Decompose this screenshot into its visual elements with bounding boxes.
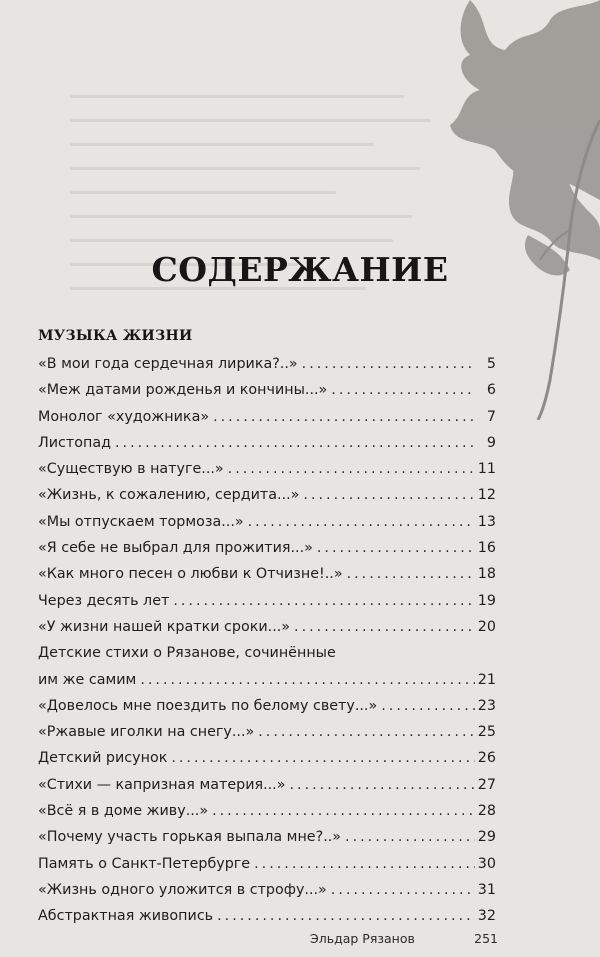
toc-page-number: 18 [477,566,496,583]
toc-page-number: 23 [477,697,496,714]
dot-leader [347,561,475,587]
toc-entry [38,404,496,430]
toc-entry [38,377,496,403]
toc-entry-title: Абстрактная живопись [38,908,214,925]
toc-page-number: 11 [477,461,496,478]
toc-page-number: 26 [477,750,496,767]
toc-entry [38,351,496,377]
toc-entry [38,640,496,693]
dot-leader [381,693,475,719]
toc-entry-title: «Меж датами рожденья и кончины...» [38,382,328,399]
dot-leader [173,588,474,614]
toc-entry-title: «Мы отпускаем тормоза...» [38,513,244,530]
dot-leader [294,614,475,640]
toc-entry-title: Монолог «художника» [38,408,210,425]
dot-leader [212,798,475,824]
toc-entry [38,851,496,877]
dot-leader [115,430,475,456]
toc-entry-title: Через десять лет [38,592,170,609]
toc-entry [38,798,496,824]
dot-leader [331,877,475,903]
toc-entry-title: «Я себе не выбрал для прожития...» [38,540,313,557]
toc-entry-title: «Жизнь, к сожалению, сердита...» [38,487,300,504]
toc-entry [38,535,496,561]
toc-page-number: 32 [477,908,496,925]
toc-page-number: 30 [477,855,496,872]
dot-leader [228,456,475,482]
dot-leader [303,482,474,508]
toc-page-number: 20 [477,618,496,635]
dot-leader [140,667,474,693]
toc-entry-title: Листопад [38,434,111,451]
dot-leader [254,851,475,877]
toc-page-number: 12 [477,487,496,504]
toc-entry [38,745,496,771]
table-of-contents [38,351,496,930]
toc-page-number: 29 [477,829,496,846]
dot-leader [171,745,474,771]
toc-page-number: 31 [477,881,496,898]
toc-entry-title: «Стихи — капризная материя...» [38,776,286,793]
page-footer [310,931,498,946]
toc-entry-title: «Как много песен о любви к Отчизне!..» [38,566,343,583]
toc-page-number: 7 [486,408,496,425]
toc-entry-title: «В мои года сердечная лирика?..» [38,356,298,372]
toc-page-number: 6 [486,382,496,399]
dot-leader [317,535,475,561]
toc-entry [38,903,496,929]
toc-page-number: 16 [477,540,496,557]
toc-entry [38,693,496,719]
toc-entry [38,824,496,850]
toc-entry [38,588,496,614]
toc-entry [38,561,496,587]
footer-author: Эльдар Рязанов [310,931,415,946]
toc-page-number: 13 [477,513,496,530]
toc-entry [38,456,496,482]
toc-entry [38,509,496,535]
dot-leader [217,903,475,929]
toc-entry-title: «Всё я в доме живу...» [38,803,209,820]
toc-page-number: 25 [477,724,496,741]
toc-entry-title: «Почему участь горькая выпала мне?..» [38,829,342,846]
contents-heading: СОДЕРЖАНИЕ [151,250,449,289]
dot-leader [345,824,475,850]
toc-entry [38,430,496,456]
toc-entry-title: «Жизнь одного уложится в строфу...» [38,881,327,898]
bleed-through-text [70,95,450,335]
dot-leader [248,509,475,535]
toc-page-number: 9 [486,434,496,451]
section-title: МУЗЫКА ЖИЗНИ [38,328,193,344]
toc-page-number: 19 [477,592,496,609]
toc-entry-title: Память о Санкт-Петербурге [38,855,251,872]
toc-page-number: 5 [486,356,496,372]
dot-leader [289,772,474,798]
dot-leader [331,377,475,403]
toc-entry [38,614,496,640]
toc-entry-title-continued: им же самим [38,671,137,688]
toc-entry [38,877,496,903]
toc-entry-title: Детские стихи о Рязанове, сочинённые [38,645,336,662]
dot-leader [302,351,475,377]
toc-entry [38,772,496,798]
toc-page-number: 28 [477,803,496,820]
toc-entry-title: Детский рисунок [38,750,168,767]
toc-entry-title: «Существую в натуге...» [38,461,224,478]
toc-entry-title: «Довелось мне поездить по белому свету...» [38,697,378,714]
dot-leader [258,719,475,745]
footer-page-number: 251 [474,931,498,946]
toc-entry [38,482,496,508]
toc-page-number: 27 [477,776,496,793]
toc-entry [38,719,496,745]
toc-entry-title: «У жизни нашей кратки сроки...» [38,618,291,635]
toc-page-number: 21 [477,671,496,688]
toc-entry-title: «Ржавые иголки на снегу...» [38,724,255,741]
dot-leader [213,404,475,430]
